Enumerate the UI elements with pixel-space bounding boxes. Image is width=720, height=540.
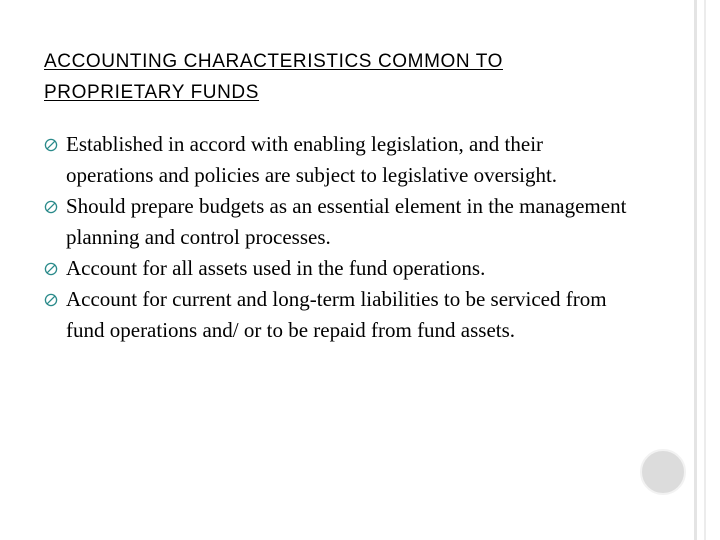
- circle-slash-bullet-icon: [44, 262, 58, 276]
- circle-slash-bullet-icon: [44, 200, 58, 214]
- bullet-item: [44, 284, 634, 346]
- bullet-list: [44, 129, 634, 346]
- bullet-text: Account for current and long-term liabilities to be serviced from fund operations and/ or to be repaid from fund assets.: [66, 287, 607, 342]
- slide-title: [44, 46, 644, 108]
- bullet-item: [44, 191, 634, 253]
- decorative-circle: [640, 449, 686, 495]
- slide-border-rule: [694, 0, 697, 540]
- bullet-text: Established in accord with enabling legislation, and their operations and policies are subject to legislative oversight.: [66, 132, 558, 187]
- bullet-item: [44, 129, 634, 191]
- bullet-text: Account for all assets used in the fund operations.: [66, 256, 486, 280]
- circle-slash-bullet-icon: [44, 138, 58, 152]
- slide-title-text: ACCOUNTING CHARACTERISTICS COMMON TO PROPRIETARY FUNDS: [44, 51, 503, 103]
- bullet-text: Should prepare budgets as an essential element in the management planning and control processes.: [66, 194, 627, 249]
- slide-border-rule: [704, 0, 706, 540]
- circle-slash-bullet-icon: [44, 293, 58, 307]
- bullet-item: [44, 253, 634, 284]
